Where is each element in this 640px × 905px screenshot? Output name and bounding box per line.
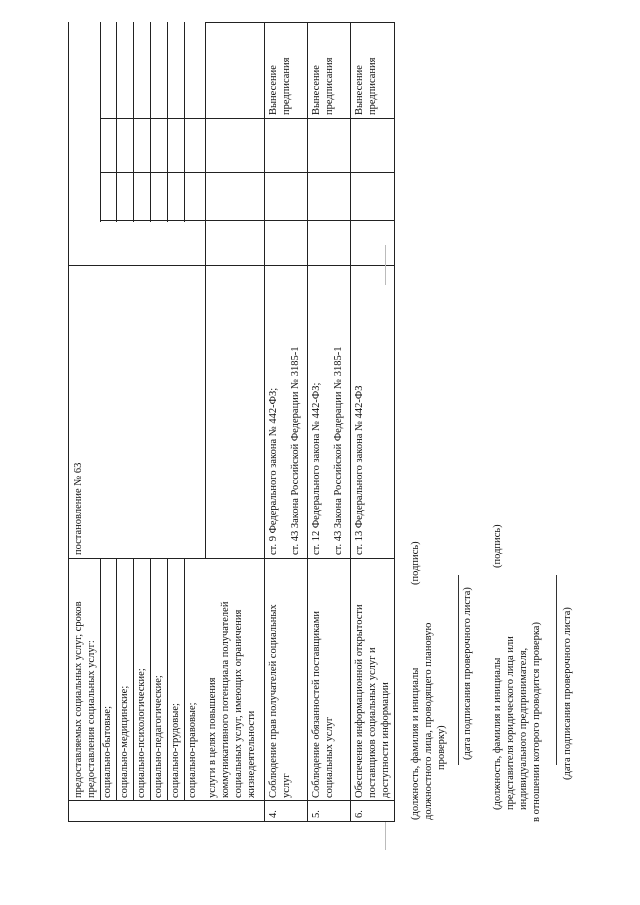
row3-check-col-2	[133, 22, 134, 222]
table-legal-rule	[68, 265, 394, 266]
row3-legal-basis: постановление № 63	[73, 462, 84, 555]
row4-req-line: услуг	[281, 773, 292, 798]
row3-req-line: коммуникативного потенциала получателей	[220, 601, 231, 798]
rows-check-rule-c	[205, 220, 394, 221]
table-right-rule	[394, 22, 395, 822]
rows-check-rule-a	[205, 118, 394, 119]
row6-req-line: Обеспечение информационной открытости	[354, 604, 365, 798]
row5-req-line: Соблюдение обязанностей поставщиками	[311, 611, 322, 798]
row6-req-line: доступности информации	[380, 682, 391, 798]
row6-note-line: Вынесение	[354, 65, 365, 115]
row3-req-line: социально-бытовые;	[102, 706, 113, 798]
representative-caption-line: (должность, фамилия и инициалы	[492, 657, 503, 810]
inspector-caption-line: проверку)	[436, 725, 447, 770]
row3-req-line: предоставляемых социальных услуг, сроков	[73, 601, 84, 798]
row5-note-line: предписания	[324, 57, 335, 115]
row3-req-line: социально-педагогические;	[153, 675, 164, 798]
row3-sub-3	[133, 558, 134, 800]
row6-legal-line: ст. 13 Федерального закона № 442-ФЗ	[354, 385, 365, 555]
row5-req-line: социальных услуг	[324, 716, 335, 798]
row3-sub-1	[100, 558, 101, 800]
row5-legal-line: ст. 12 Федерального закона № 442-ФЗ;	[311, 382, 322, 555]
row4-legal-line: ст. 43 Закона Российской Федерации № 3185-1	[290, 346, 301, 555]
row6-req-line: поставщиков социальных услуг и	[367, 647, 378, 798]
row3-sub-4	[150, 558, 151, 800]
row3-req-line: социально-психологические;	[136, 668, 147, 798]
row3-check-col-1	[116, 22, 117, 222]
representative-caption-line: в отношении которого проводится проверка)	[531, 622, 542, 822]
row3-req-line: социально-правовые;	[187, 702, 198, 798]
row6-note-line: предписания	[367, 57, 378, 115]
table-number-rule	[68, 800, 394, 801]
row4-number: 4.	[268, 810, 279, 818]
representative-caption-line: индивидуального предпринимателя,	[518, 647, 529, 810]
row4-req-line: Соблюдение прав получателей социальных	[268, 604, 279, 798]
row3-req-line: социально-медицинские;	[119, 685, 130, 798]
date2-caption: (дата подписания проверочного листа)	[562, 607, 573, 780]
table-check-rule-1	[205, 22, 395, 23]
table-row4-top	[264, 22, 265, 822]
row3-req-line: социально-трудовые;	[170, 703, 181, 798]
row6-number: 6.	[354, 810, 365, 818]
row5-number: 5.	[311, 810, 322, 818]
scan-mark	[385, 822, 386, 850]
row3-check-col-3	[150, 22, 151, 222]
row3-check-col-0	[100, 22, 101, 222]
date1-caption: (дата подписания проверочного листа)	[462, 587, 473, 760]
row4-note-line: предписания	[281, 57, 292, 115]
table-row3-bottom	[205, 22, 206, 558]
row4-legal-line: ст. 9 Федерального закона № 442-ФЗ;	[268, 387, 279, 555]
table-row6-top	[350, 22, 351, 822]
date2-rule	[556, 575, 557, 765]
date1-rule	[458, 575, 459, 765]
row4-note-line: Вынесение	[268, 65, 279, 115]
row3-check-col-4	[167, 22, 168, 222]
row3-req-line: услуги в целях повышения	[207, 677, 218, 798]
row3-check-col-5	[184, 22, 185, 222]
rows-check-rule-b	[205, 172, 394, 173]
inspector-caption-line: (должность, фамилия и инициалы	[410, 667, 421, 820]
table-bottom-rule	[68, 821, 394, 822]
row3-sub-6	[184, 558, 185, 800]
row3-req-line: социальных услуг, имеющих ограничения	[233, 609, 244, 798]
scan-mark	[385, 245, 386, 285]
row5-note-line: Вынесение	[311, 65, 322, 115]
representative-signature-caption: (подпись)	[492, 524, 503, 568]
representative-caption-line: представителя юридического лица или	[505, 636, 516, 810]
row3-req-line: жизнедеятельности	[246, 710, 257, 798]
inspector-caption-line: должностного лица, проводящего плановую	[423, 622, 434, 820]
table-left-rule	[68, 22, 69, 822]
table-row5-top	[307, 22, 308, 822]
row3-sub-5	[167, 558, 168, 800]
row5-legal-line: ст. 43 Закона Российской Федерации № 3185-1	[333, 346, 344, 555]
row3-req-line: предоставления социальных услуг:	[86, 640, 97, 798]
row3-sub-2	[116, 558, 117, 800]
inspector-signature-caption: (подпись)	[410, 541, 421, 585]
